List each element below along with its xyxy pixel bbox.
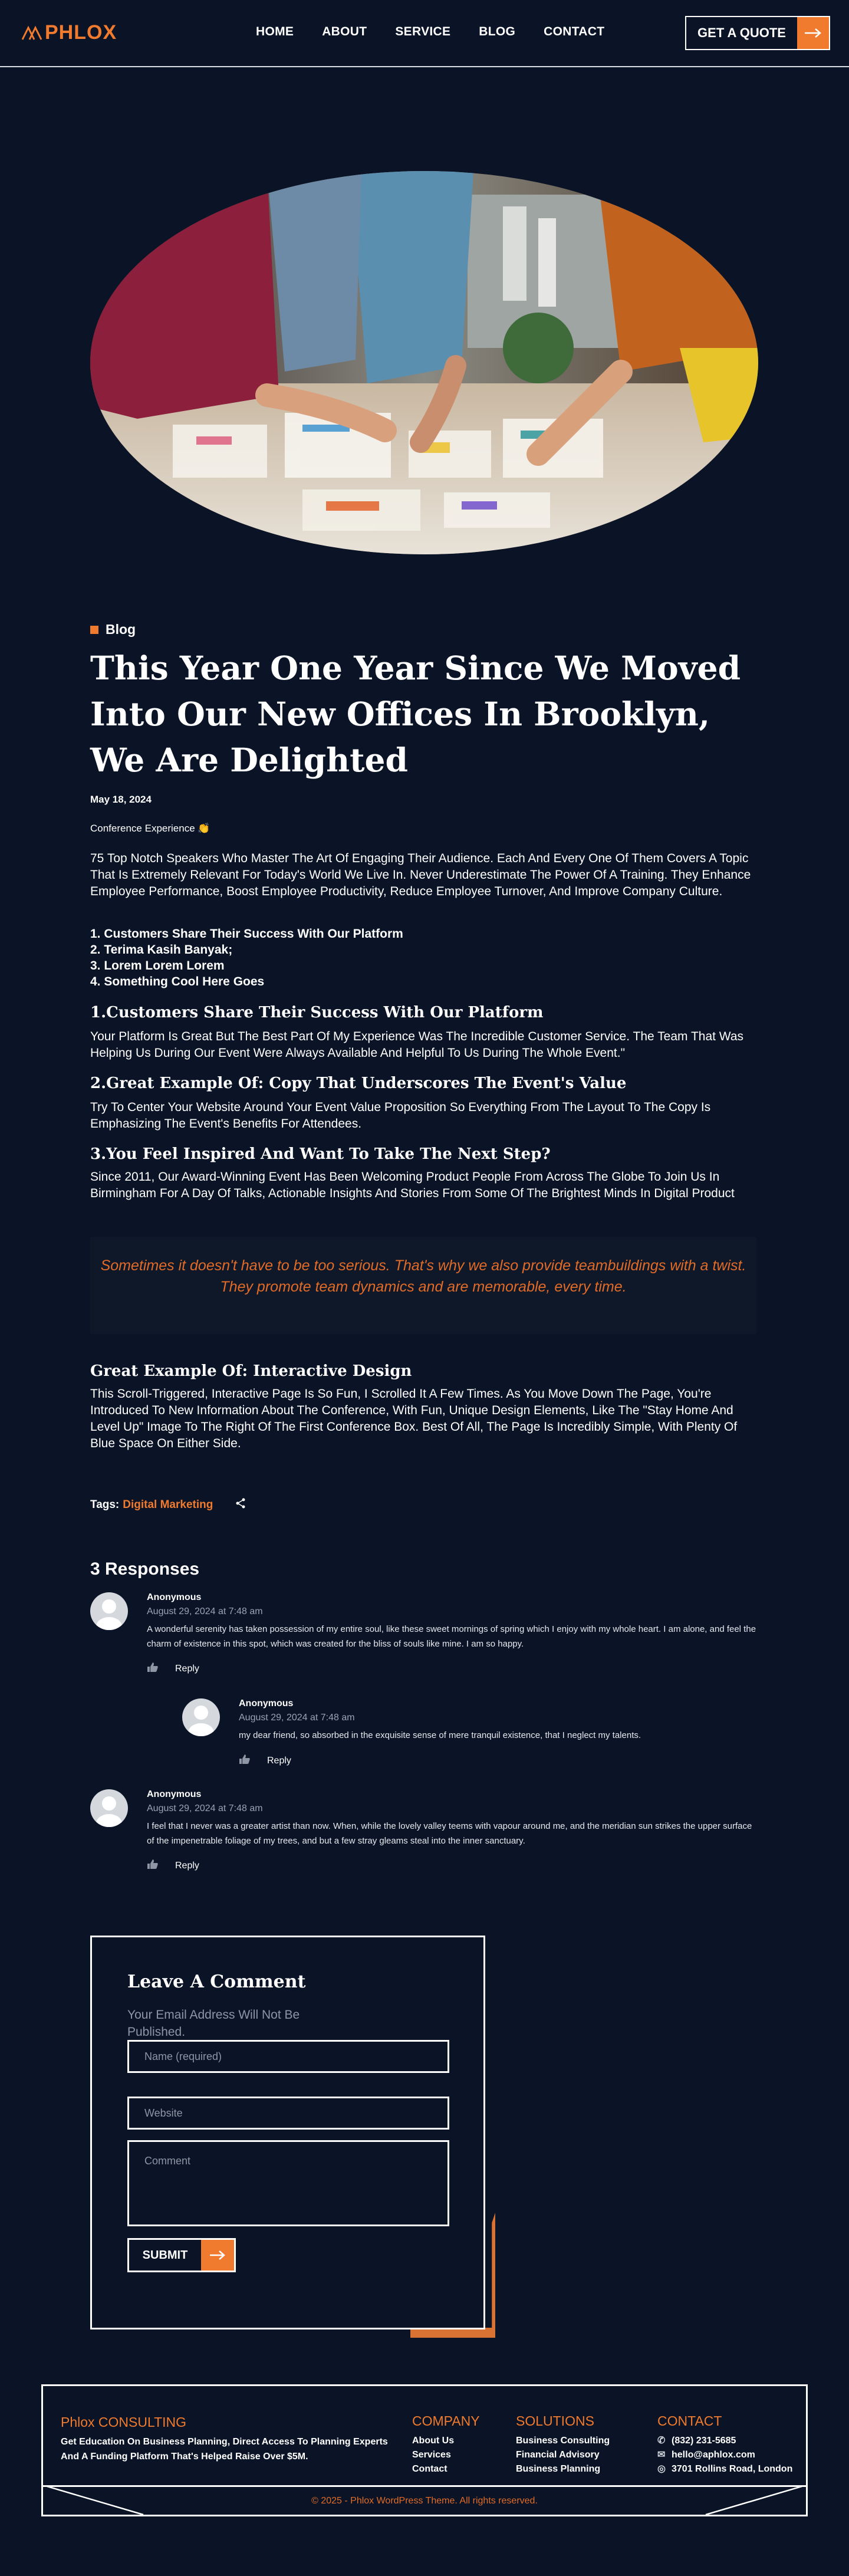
section-heading: 2.Great Example Of: Copy That Underscores The Event's Value: [90, 1075, 627, 1092]
hero-image: [90, 171, 758, 554]
interactive-heading: Great Example Of: Interactive Design: [90, 1362, 412, 1380]
site-logo[interactable]: [21, 21, 117, 44]
post-category: [90, 622, 136, 638]
footer-phone[interactable]: [657, 2434, 792, 2448]
comment-date: August 29, 2024 at 7:48 am: [147, 1606, 263, 1616]
location-icon: ◎: [657, 2464, 666, 2474]
reply-link[interactable]: Reply: [175, 1663, 199, 1674]
get-a-quote-label: GET A QUOTE: [697, 25, 786, 40]
footer-link[interactable]: Business Consulting: [516, 2436, 610, 2446]
footer-company-col: [412, 2413, 480, 2476]
site-footer: [41, 2384, 808, 2516]
submit-label: SUBMIT: [142, 2248, 188, 2262]
footer-email[interactable]: [657, 2448, 792, 2462]
tags-label: Tags:: [90, 1499, 120, 1511]
comment-text: my dear friend, so absorbed in the exquisite sense of mere tranquil existence, that I neglect my talents.: [239, 1730, 641, 1740]
list-item: 1. Customers Share Their Success With Our Platform: [90, 927, 403, 941]
footer-company: Phlox CONSULTING: [61, 2414, 187, 2430]
post-list: [90, 926, 403, 990]
post-date: May 18, 2024: [90, 794, 152, 805]
thumbs-up-icon[interactable]: [147, 1662, 159, 1675]
interactive-body: This Scroll-Triggered, Interactive Page Is So Fun, I Scrolled It A Few Times. As You Move Down The Page, You're Introduced To New Information About The Conference, With Fun, Unique Design Elements, Like The "Stay Home And Level Up" Image To The Right Of The First Conference Box. Best Of All, The Page Is Incredibly Simple, With Plenty Of Blue Space On Either Side.: [90, 1387, 738, 1450]
comment: [90, 1592, 762, 1687]
nav-about[interactable]: ABOUT: [322, 25, 367, 38]
nav-home[interactable]: HOME: [256, 25, 294, 38]
section-heading: 3.You Feel Inspired And Want To Take The Next Step?: [90, 1145, 551, 1163]
reply-link[interactable]: Reply: [175, 1860, 199, 1871]
footer-contact-col: [657, 2413, 792, 2476]
form-heading: Leave A Comment: [127, 1972, 306, 1992]
thumbs-up-icon[interactable]: [147, 1859, 159, 1872]
section-heading: 1.Customers Share Their Success With Our Platform: [90, 1004, 544, 1021]
list-item: 4. Something Cool Here Goes: [90, 975, 265, 988]
responses-heading: 3 Responses: [90, 1559, 200, 1579]
reply-link[interactable]: Reply: [267, 1755, 291, 1766]
category-label[interactable]: Blog: [106, 622, 136, 637]
post-tags: [90, 1498, 246, 1512]
comment-textarea[interactable]: Comment: [127, 2140, 449, 2226]
footer-link[interactable]: Business Planning: [516, 2464, 601, 2474]
comment-text: A wonderful serenity has taken possession of my entire soul, like these sweet mornings of spring which I enjoy with my whole heart. I am alone, and feel the charm of existence in this spot, which was created for the bliss of souls like mine. I am so happy.: [147, 1624, 756, 1649]
pull-quote-text: Sometimes it doesn't have to be too serious. That's why we also provide teambuildings with a twist. They promote team dynamics and are memorable, every time.: [100, 1257, 746, 1295]
comment-date: August 29, 2024 at 7:48 am: [239, 1713, 355, 1723]
comment-author: Anonymous: [147, 1592, 202, 1602]
submit-button[interactable]: [127, 2238, 236, 2272]
list-item: 3. Lorem Lorem Lorem: [90, 959, 225, 972]
tag-link[interactable]: Digital Marketing: [123, 1499, 213, 1511]
comment-date: August 29, 2024 at 7:48 am: [147, 1803, 263, 1813]
footer-description: Get Education On Business Planning, Direct Access To Planning Experts And A Funding Platform That's Helped Raise Over $5M.: [61, 2437, 388, 2462]
name-field[interactable]: Name (required): [127, 2040, 449, 2073]
footer-link[interactable]: About Us: [412, 2436, 455, 2446]
section-body: Your Platform Is Great But The Best Part Of My Experience Was The Incredible Customer Service. The Team That Was Helping Us During Our Event Were Always Available And Helpful To Us During The Whole Event.": [90, 1030, 744, 1060]
footer-link[interactable]: Contact: [412, 2464, 447, 2474]
form-note: Your Email Address Will Not Be Published.: [127, 2008, 300, 2039]
footer-solutions-col: [516, 2413, 610, 2476]
category-square-icon: [90, 626, 98, 634]
nav-blog[interactable]: BLOG: [479, 25, 516, 38]
list-item: 2. Terima Kasih Banyak;: [90, 943, 233, 957]
footer-phone-text: (832) 231-5685: [672, 2436, 736, 2446]
post-title: This Year One Year Since We Moved Into Our New Offices In Brooklyn, We Are Delighted: [90, 649, 741, 779]
site-header: [0, 0, 849, 67]
comment-form: [90, 1936, 485, 2329]
post-tagline: Conference Experience 👏: [90, 823, 210, 834]
comment: [182, 1698, 766, 1775]
phone-icon: ✆: [657, 2436, 666, 2446]
nav-service[interactable]: SERVICE: [395, 25, 451, 38]
comment-actions: [147, 1859, 199, 1872]
comment: [90, 1789, 762, 1878]
thumbs-up-icon[interactable]: [239, 1754, 251, 1767]
comment-author: Anonymous: [239, 1698, 294, 1708]
footer-email-text: hello@aphlox.com: [672, 2450, 755, 2460]
logo-text: PHLOX: [45, 21, 117, 44]
footer-link[interactable]: Services: [412, 2450, 451, 2460]
nav-contact[interactable]: CONTACT: [544, 25, 605, 38]
comment-actions: [147, 1662, 199, 1675]
footer-address: [657, 2462, 792, 2476]
team-meeting-photo: [90, 171, 758, 554]
footer-col-heading: CONTACT: [657, 2413, 722, 2429]
footer-col-heading: SOLUTIONS: [516, 2413, 594, 2429]
section-body: Try To Center Your Website Around Your Event Value Proposition So Everything From The Layout To The Copy Is Emphasizing The Event's Benefits For Attendees.: [90, 1100, 711, 1131]
comment-actions: [239, 1754, 291, 1767]
section-body: Since 2011, Our Award-Winning Event Has Been Welcoming Product People From Across The Globe To Join Us In Birmingham For A Day Of Talks, Actionable Insights And Stories From Some Of The Brightest Minds In Digital Product: [90, 1170, 735, 1200]
comment-author: Anonymous: [147, 1789, 202, 1799]
logo-mark-icon: [21, 25, 42, 41]
mail-icon: ✉: [657, 2450, 666, 2460]
copyright: © 2025 - Phlox WordPress Theme. All rights reserved.: [311, 2496, 538, 2506]
footer-link[interactable]: Financial Advisory: [516, 2450, 600, 2460]
footer-col-heading: COMPANY: [412, 2413, 480, 2429]
arrow-right-icon: [797, 17, 829, 49]
get-a-quote-button[interactable]: [685, 16, 830, 50]
avatar: [90, 1789, 128, 1827]
footer-address-text: 3701 Rollins Road, London: [672, 2464, 793, 2474]
avatar: [182, 1698, 220, 1736]
arrow-right-icon: [201, 2240, 234, 2271]
pull-quote: [90, 1237, 756, 1334]
avatar: [90, 1592, 128, 1630]
comment-text: I feel that I never was a greater artist than now. When, while the lovely valley teems with vapour around me, and the meridian sun strikes the upper surface of the impenetrable foliage of my trees, and but a few stray gleams steal into the inner sanctuary.: [147, 1821, 752, 1846]
main-nav: [256, 25, 633, 39]
post-intro: 75 Top Notch Speakers Who Master The Art Of Engaging Their Audience. Each And Every One Of Them Covers A Topic That Is Extremely Relevant For Today's World We Live In. Never Underestimate The Power Of A Training. They Enhance Employee Performance, Boost Employee Productivity, Reduce Employee Turnover, And Improve Company Culture.: [90, 852, 751, 898]
website-field[interactable]: Website: [127, 2097, 449, 2130]
share-icon[interactable]: [235, 1498, 246, 1512]
